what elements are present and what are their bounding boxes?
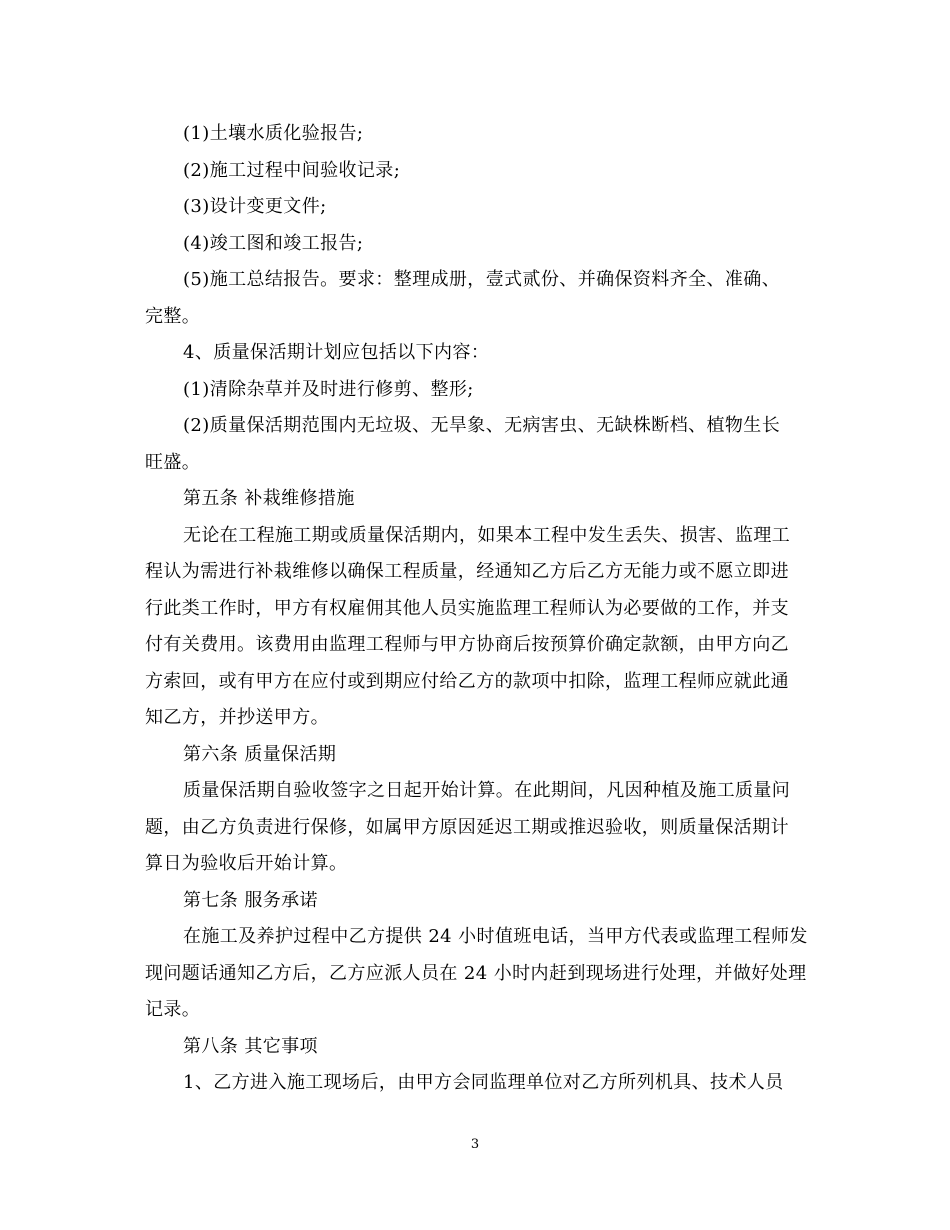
text-line: 行此类工作时，甲方有权雇佣其他人员实施监理工程师认为必要做的工作，并支 <box>145 597 789 619</box>
text-line: 算日为验收后开始计算。 <box>145 853 348 874</box>
text-line: (1)清除杂草并及时进行修剪、整形; <box>183 378 474 400</box>
section-heading: 第七条 服务承诺 <box>183 889 318 911</box>
text-line: (5)施工总结报告。要求：整理成册，壹式贰份、并确保资料齐全、准确、 <box>183 269 781 290</box>
text-line: 现问题话通知乙方后，乙方应派人员在 24 小时内赶到现场进行处理，并做好处理 <box>145 962 807 984</box>
section-heading: 第六条 质量保活期 <box>183 743 337 765</box>
page-number: 3 <box>470 1137 480 1152</box>
text-line: 知乙方，并抄送甲方。 <box>145 707 329 728</box>
text-line: 方索回，或有甲方在应付或到期应付给乙方的款项中扣除，监理工程师应就此通 <box>145 670 789 692</box>
text-line: 1、乙方进入施工现场后，由甲方会同监理单位对乙方所列机具、技术人员 <box>183 1072 784 1093</box>
text-line: 4、质量保活期计划应包括以下内容： <box>183 342 490 363</box>
section-heading: 第八条 其它事项 <box>183 1035 318 1057</box>
section-heading: 第五条 补栽维修措施 <box>183 488 355 509</box>
text-line: 旺盛。 <box>145 451 201 473</box>
text-line: 记录。 <box>145 999 201 1020</box>
text-line: 完整。 <box>145 305 201 327</box>
text-line: (2)质量保活期范围内无垃圾、无旱象、无病害虫、无缺株断档、植物生长 <box>183 415 781 436</box>
text-line: (1)土壤水质化验报告; <box>183 123 364 144</box>
text-line: 无论在工程施工期或质量保活期内，如果本工程中发生丢失、损害、监理工 <box>183 524 791 546</box>
text-line: 付有关费用。该费用由监理工程师与甲方协商后按预算价确定款额，由甲方向乙 <box>145 634 789 655</box>
text-line: 程认为需进行补栽维修以确保工程质量，经通知乙方后乙方无能力或不愿立即进 <box>145 561 789 582</box>
text-line: 质量保活期自验收签字之日起开始计算。在此期间，凡因种植及施工质量问 <box>183 780 791 801</box>
text-line: 题，由乙方负责进行保修，如属甲方原因延迟工期或推迟验收，则质量保活期计 <box>145 816 789 838</box>
text-line: (2)施工过程中间验收记录; <box>183 159 401 181</box>
text-line: (4)竣工图和竣工报告; <box>183 232 364 254</box>
text-line: 在施工及养护过程中乙方提供 24 小时值班电话，当甲方代表或监理工程师发 <box>183 926 808 947</box>
body-text <box>145 116 810 1102</box>
text-line: (3)设计变更文件; <box>183 196 327 217</box>
